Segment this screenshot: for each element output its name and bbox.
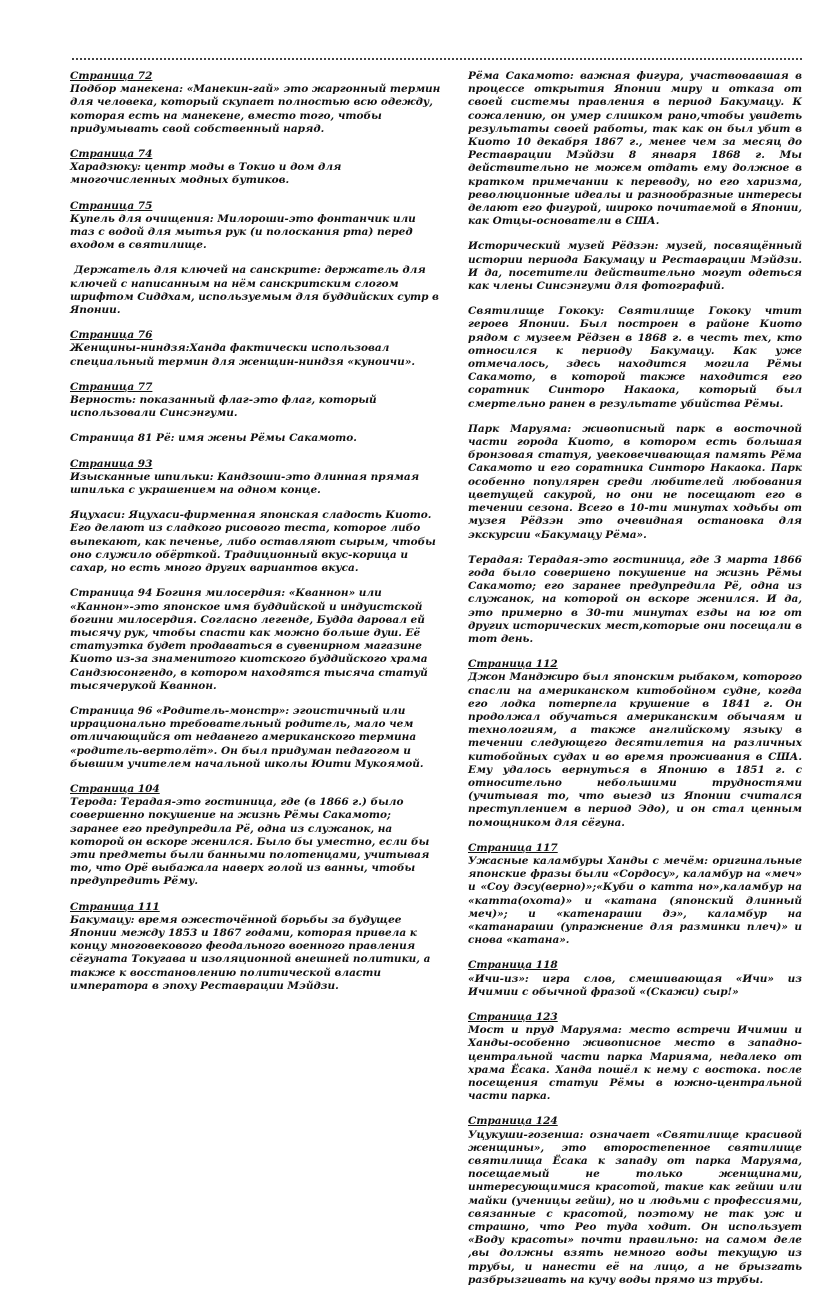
note-entry [468,240,802,293]
note-text: Страница 94 Богиня милосердия: «Кваннон» или «Каннон»-это японское имя буддийской и индуистской богини милосердия. Согласно легенде, Будда даровал ей тысячу рук, чтобы спасти как можно больше душ. Её статуэтка будет продаваться в сувенирном магазине Киото из-за знаменитого киотского буддийского храма Сандзюсонгендо, в котором находятся тысяча статуй тысячерукой Кваннон. [70,587,428,692]
note-entry [468,423,802,542]
page-reference-heading: Страница 117 [468,841,558,854]
note-entry [70,432,442,445]
note-entry [70,587,442,693]
note-entry [468,658,802,830]
note-entry [70,783,442,889]
note-text: Парк Маруяма: живописный парк в восточной части города Киото, в котором есть большая бронзовая статуя, увековечивающая память Рёма Сакамото и его соратника Синторо Накаока. Парк особенно популярен среди любителей любования цветущей сакурой, но они не посещают его в течении сезона. Всего в 10-ти минутах ходьбы от музея Рёдзэн это очевидная остановка для экскурсии «Бакумацу Рёма». [468,422,802,541]
page-reference-heading: Страница 75 [70,199,153,212]
note-text: Бакумацу: время ожесточённой борьбы за будущее Японии между 1853 и 1867 годами, которая привела к концу многовекового феодального военного правления сёгуната Токугава и изоляционной внешней политики, а также к восстановлению политической власти императора в эпоху Реставрации Мэйдзи. [70,913,431,992]
page-reference-heading: Страница 112 [468,658,558,671]
note-entry [70,705,442,771]
note-text: Страница 81 Рё: имя жены Рёмы Сакамото. [70,432,357,445]
note-text: «Ичи-из»: игра слов, смешивающая «Ичи» из Ичимии с обычной фразой «(Скажи) сыр!» [468,972,802,998]
note-entry [468,305,802,411]
note-text: Джон Манджиро был японским рыбаком, которого спасли на американском китобойном судне, когда его лодка потерпела крушение в 1841 г. Он продолжал обучаться американским обычаям и технологиям, а также английскому языку в течении следующего десятилетия на различных китобойных судах и во время проживания в США. Ему удалось вернуться в Японию в 1851 г. с относительно небольшими трудностями (учитывая то, что выезд из Японии считался преступлением в период Эдо), и он стал ценным помощником для сёгуна. [468,671,802,829]
note-text: Святилище Гококу: Святилище Гококу чтит героев Японии. Был построен в районе Киото рядом с музеем Рёдзен в 1868 г. в честь тех, кто относился к периоду Бакумацу. Как уже отмечалось, здесь находится могила Рёмы Сакамото, в которой также находится его соратник Синторо Накаока, который был смертельно ранен в результате убийства Рёмы. [468,305,802,410]
page-reference-heading: Страница 72 [70,70,153,82]
note-text: Изысканные шпильки: Кандзоши-это длинная прямая шпилька с украшением на одном конце. [70,470,420,497]
note-text: Женщины-ниндзя:Ханда фактически использовал специальный термин для женщин-ниндзя «куноичи». [70,342,416,368]
note-text: Уцукуши-гозенша: означает «Святилище красивой женщины», это второстепенное святилище святилища Ёсака к западу от парка Маруяма, посещаемый не только женщинами, интересующимися красотой, такие как гейши или майки (ученицы гейш), но и людьми с профессиями, связанные с красотой, поэтому не так уж и страшно, что Рео туда ходит. Он использует «Воду красоты» почти правильно: на самом деле ,вы должны взять немного воды текущую из трубы, и нанести её на лицо, а не брызгать разбрызгивать на кучу воды прямо из трубы. [468,1128,802,1286]
note-text: Рёма Сакамото: важная фигура, участвовавшая в процессе открытия Японии миру и отказа от своей системы правления в период Бакумацу. К сожалению, он умер слишком рано,чтобы увидеть результаты своей работы, так как он был убит в Киото 10 декабря 1867 г., менее чем за месяц до Реставрации Мэйдзи 8 января 1868 г. Мы действительно не можем отдать ему должное в кратком примечании к переводу, но его харизма, революционные идеалы и разнообразные интересы делают его фигурой, широко почитаемой в Японии, как Отцы-основатели в США. [468,70,802,228]
page-reference-heading: Страница 74 [70,148,153,161]
note-text: Верность: показанный флаг-это флаг, который использовали Синсэнгуми. [70,394,377,420]
note-entry [70,200,442,253]
note-entry [70,901,442,993]
page-reference-heading: Страница 111 [70,900,160,913]
page-reference-heading: Страница 124 [468,1115,558,1128]
page-reference-heading: Страница 104 [70,782,160,795]
note-text: Терода: Терадая-это гостиница, где (в 1866 г.) было совершенно покушение на жизнь Рёмы Сакамото; заранее его предупредила Рё, одна из служанок, на которой он вскоре женился. Было бы уместно, если бы эти предметы были банными полотенцами, учитывая то, что Орё выбажала наверх голой из ванны, чтобы предупредить Рёму. [70,796,430,888]
right-column [468,70,802,1299]
page-reference-heading: Страница 77 [70,380,153,393]
note-entry [70,329,442,369]
note-text: Мост и пруд Маруяма: место встречи Ичимии и Ханды-особенно живописное место в западно- центральной части парка Марияма, недалеко от храма Ёсака. Ханда пошёл к нему с востока. после посещения статуи Рёмы в южно-центральной части парка. [468,1024,802,1103]
note-text: Харадзюку: центр моды в Токио и дом для многочисленных модных бутиков. [70,161,342,187]
note-entry [468,959,802,999]
page-reference-heading: Страница 93 [70,457,153,470]
left-column [70,70,442,1005]
page-reference-heading: Страница 118 [468,959,558,972]
note-text: Терадая: Терадая-это гостиница, где 3 марта 1866 года было совершено покушение на жизнь Рёмы Сакамото; его заранее предупредила Рё, одна из служанок, на которой он вскоре женился. И да, это примерно в 30-ти минутах езды на юг от других исторических мест,которые они посещали в тот день. [468,553,802,645]
page-reference-heading: Страница 76 [70,329,153,342]
note-text: Страница 96 «Родитель-монстр»: эгоистичный или иррационально требовательный родитель, мало чем отличающийся от недавнего американского термина «родитель-вертолёт». Он был придуман педагогом и бывшим учителем начальной школы Юити Мукоямой. [70,704,424,770]
note-entry [468,842,802,948]
page-reference-heading: Страница 123 [468,1011,558,1023]
note-entry [70,509,442,575]
note-entry [468,1011,802,1103]
note-entry [70,458,442,498]
note-text: Яцухаси: Яцухаси-фирменная японская сладость Киото. Его делают из сладкого рисового теста, которое либо выпекают, как печенье, либо оставляют сырым, чтобы оно служило обёрткой. Традиционный вкус-корица и сахар, но есть много других вариантов вкуса. [70,509,436,575]
note-entry [70,148,442,188]
note-entry [70,70,442,136]
note-entry [468,70,802,228]
note-text: Ужасные каламбуры Ханды с мечём: оригинальные японские фразы были «Сордосу», каламбур на «меч» и «Соу дэсу(верно)»;«Куби о катта но»,каламбур на «катта(охота)» и «катана (японский длинный меч)»; и «катенараши дэ», каламбур на «катанараши (упражнение для разминки плеч)» и снова «катана». [468,854,802,947]
note-text: Держатель для ключей на санскрите: держатель для ключей с написанным на нём санскритским слогом шрифтом Сиддхам, используемым для буддийских сутр в Японии. [70,264,439,317]
note-entry [70,264,442,317]
note-text: Исторический музей Рёдзэн: музей, посвящённый истории периода Бакумацу и Реставрации Мэйдзи. И да, посетители действительно могут одеться как члены Синсэнгуми для фотографий. [468,240,802,293]
note-entry [70,381,442,421]
note-entry [468,1115,802,1287]
note-text: Подбор манекена: «Манекин-гай» это жаргонный термин для человека, который скупает полностью всю одежду, которая есть на манекене, вместо того, чтобы придумывать свой собственный наряд. [70,83,441,135]
note-text: Купель для очищения: Милороши-это фонтанчик или таз с водой для мытья рук (и полоскания рта) перед входом в святилище. [70,212,416,252]
note-entry [468,554,802,646]
dotted-separator [72,58,802,60]
